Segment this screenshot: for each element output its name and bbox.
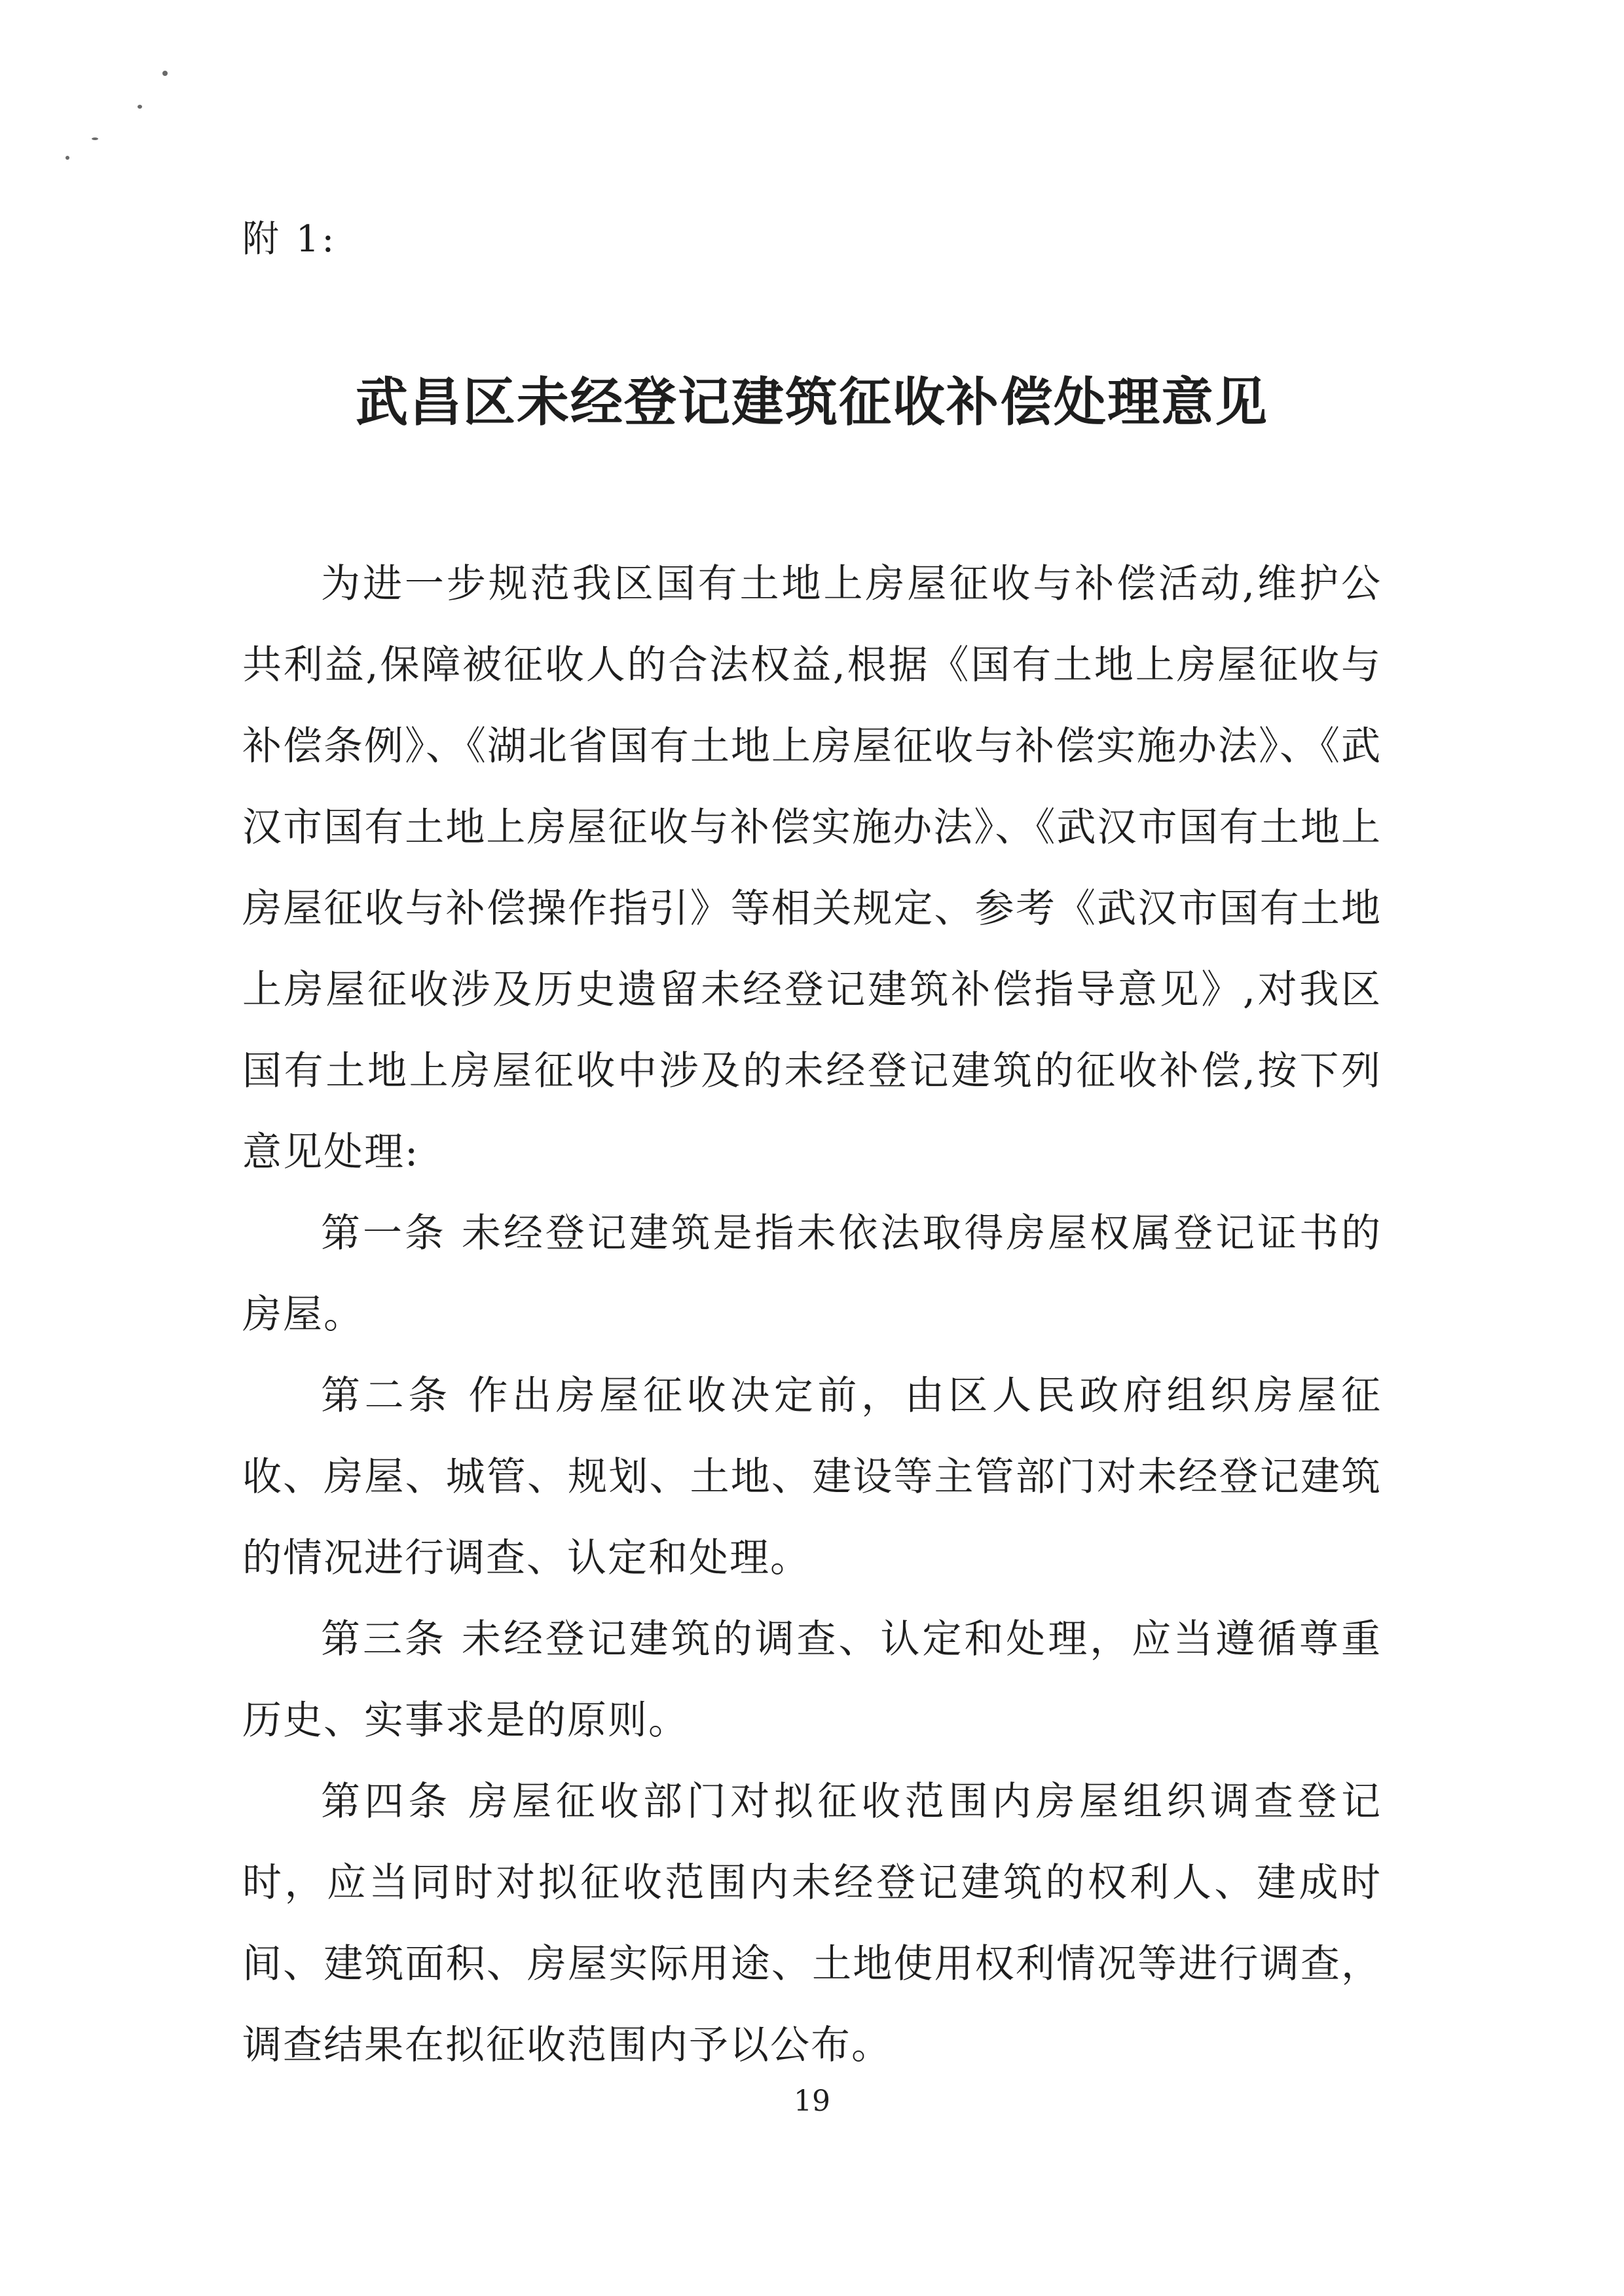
page-number: 19 <box>794 2085 830 2118</box>
paragraph-article-1: 第一条 未经登记建筑是指未依法取得房屋权属登记证书的房屋。 <box>242 1211 1382 1338</box>
scan-speck <box>92 137 98 140</box>
paragraph-article-3: 第三条 未经登记建筑的调查、认定和处理，应当遵循尊重历史、实事求是的原则。 <box>242 1616 1382 1743</box>
scan-speck <box>65 156 69 160</box>
document-title: 武昌区未经登记建筑征收补偿处理意见 <box>356 372 1268 433</box>
scan-speck <box>162 71 168 76</box>
document-body <box>242 543 1382 2086</box>
paragraph-article-2: 第二条 作出房屋征收决定前，由区人民政府组织房屋征收、房屋、城管、规划、土地、建设等主管部门对未经登记建筑的情况进行调查、认定和处理。 <box>242 1373 1382 1581</box>
attachment-label: 附 1: <box>242 218 337 261</box>
paragraph-article-4: 第四条 房屋征收部门对拟征收范围内房屋组织调查登记时，应当同时对拟征收范围内未经登记建筑的权利人、建成时间、建筑面积、房屋实际用途、土地使用权利情况等进行调查，调查结果在拟征收范围内予以公布。 <box>242 1779 1382 2068</box>
paragraph-intro: 为进一步规范我区国有土地上房屋征收与补偿活动,维护公共利益,保障被征收人的合法权益,根据《国有土地上房屋征收与补偿条例》、《湖北省国有土地上房屋征收与补偿实施办法》、《武汉市国有土地上房屋征收与补偿实施办法》、《武汉市国有土地上房屋征收与补偿操作指引》等相关规定、参考《武汉市国有土地上房屋征收涉及历史遗留未经登记建筑补偿指导意见》,对我区国有土地上房屋征收中涉及的未经登记建筑的征收补偿,按下列意见处理: <box>242 561 1382 1175</box>
scan-speck <box>138 105 142 109</box>
